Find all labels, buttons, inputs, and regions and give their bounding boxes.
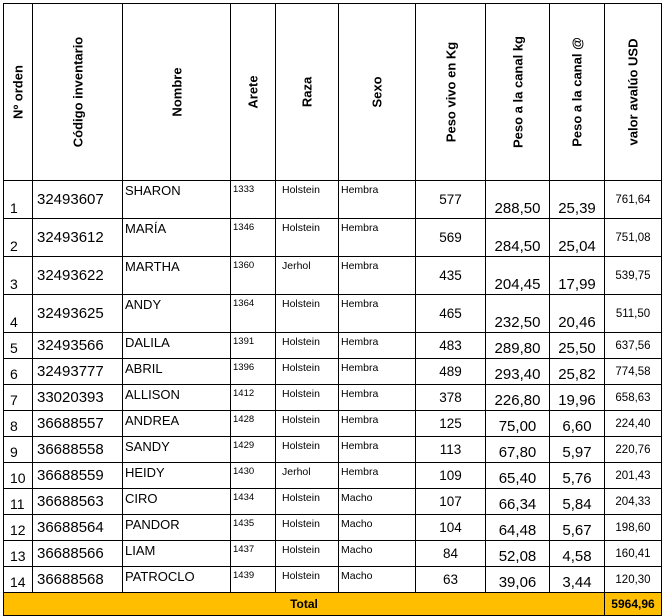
cell-nombre: ABRIL <box>123 359 231 385</box>
cell-raza: Holstein <box>276 541 339 567</box>
header-codigo-label: Código inventario <box>70 36 85 148</box>
cell-orden: 7 <box>4 385 33 411</box>
header-arete <box>231 4 276 181</box>
header-sexo-label: Sexo <box>369 76 385 108</box>
cell-sexo: Macho <box>339 541 416 567</box>
cell-peso-vivo: 569 <box>416 219 486 257</box>
table-row <box>4 541 662 567</box>
cell-orden: 4 <box>4 295 33 333</box>
cell-arete: 1333 <box>231 181 276 219</box>
cell-raza: Holstein <box>276 567 339 593</box>
cell-canal-kg: 39,06 <box>486 567 550 593</box>
cell-canal-kg: 204,45 <box>486 257 550 295</box>
cell-canal-arroba: 25,82 <box>550 359 605 385</box>
cell-valor: 637,56 <box>605 333 662 359</box>
cell-canal-arroba: 3,44 <box>550 567 605 593</box>
cell-canal-kg: 52,08 <box>486 541 550 567</box>
cell-orden: 10 <box>4 463 33 489</box>
cell-canal-arroba: 20,46 <box>550 295 605 333</box>
cell-canal-kg: 75,00 <box>486 411 550 437</box>
cell-raza: Holstein <box>276 219 339 257</box>
cell-peso-vivo: 113 <box>416 437 486 463</box>
cell-valor: 220,76 <box>605 437 662 463</box>
header-valor <box>605 4 662 181</box>
cell-raza: Holstein <box>276 385 339 411</box>
cell-codigo: 36688566 <box>33 541 123 567</box>
cell-orden: 6 <box>4 359 33 385</box>
cell-canal-kg: 226,80 <box>486 385 550 411</box>
header-nombre <box>123 4 231 181</box>
header-peso-vivo-label: Peso vivo en Kg <box>443 41 458 143</box>
cell-sexo: Hembra <box>339 219 416 257</box>
cell-orden: 5 <box>4 333 33 359</box>
livestock-valuation-table <box>3 3 662 616</box>
cell-peso-vivo: 465 <box>416 295 486 333</box>
cell-valor: 761,64 <box>605 181 662 219</box>
cell-orden: 2 <box>4 219 33 257</box>
cell-codigo: 32493607 <box>33 181 123 219</box>
table-row <box>4 515 662 541</box>
cell-nombre: ANDY <box>123 295 231 333</box>
cell-codigo: 32493612 <box>33 219 123 257</box>
table-row <box>4 385 662 411</box>
cell-codigo: 32493566 <box>33 333 123 359</box>
cell-canal-kg: 64,48 <box>486 515 550 541</box>
header-raza <box>276 4 339 181</box>
header-canal-arroba-label: Peso a la canal @ <box>569 37 585 147</box>
total-label: Total <box>4 593 605 616</box>
cell-arete: 1346 <box>231 219 276 257</box>
cell-sexo: Macho <box>339 489 416 515</box>
cell-codigo: 36688568 <box>33 567 123 593</box>
cell-raza: Holstein <box>276 437 339 463</box>
cell-raza: Holstein <box>276 515 339 541</box>
cell-canal-arroba: 25,04 <box>550 219 605 257</box>
cell-sexo: Hembra <box>339 411 416 437</box>
cell-valor: 120,30 <box>605 567 662 593</box>
cell-canal-kg: 232,50 <box>486 295 550 333</box>
table-row <box>4 489 662 515</box>
cell-canal-arroba: 25,50 <box>550 333 605 359</box>
cell-nombre: CIRO <box>123 489 231 515</box>
cell-canal-arroba: 6,60 <box>550 411 605 437</box>
header-codigo <box>33 4 123 181</box>
header-valor-label: valor avalúo USD <box>625 38 641 146</box>
cell-arete: 1396 <box>231 359 276 385</box>
cell-codigo: 36688558 <box>33 437 123 463</box>
cell-arete: 1434 <box>231 489 276 515</box>
cell-canal-kg: 293,40 <box>486 359 550 385</box>
cell-nombre: ALLISON <box>123 385 231 411</box>
header-canal-kg-label: Peso a la canal kg <box>510 35 525 149</box>
cell-sexo: Hembra <box>339 295 416 333</box>
cell-valor: 511,50 <box>605 295 662 333</box>
cell-codigo: 36688563 <box>33 489 123 515</box>
cell-peso-vivo: 577 <box>416 181 486 219</box>
cell-codigo: 32493625 <box>33 295 123 333</box>
cell-valor: 658,63 <box>605 385 662 411</box>
cell-orden: 8 <box>4 411 33 437</box>
cell-peso-vivo: 107 <box>416 489 486 515</box>
cell-valor: 204,33 <box>605 489 662 515</box>
cell-nombre: LIAM <box>123 541 231 567</box>
cell-arete: 1435 <box>231 515 276 541</box>
cell-canal-arroba: 25,39 <box>550 181 605 219</box>
cell-arete: 1430 <box>231 463 276 489</box>
cell-peso-vivo: 84 <box>416 541 486 567</box>
cell-arete: 1360 <box>231 257 276 295</box>
cell-arete: 1429 <box>231 437 276 463</box>
cell-valor: 198,60 <box>605 515 662 541</box>
header-sexo <box>339 4 416 181</box>
cell-sexo: Hembra <box>339 359 416 385</box>
cell-raza: Jerhol <box>276 463 339 489</box>
cell-codigo: 33020393 <box>33 385 123 411</box>
table-row <box>4 257 662 295</box>
cell-nombre: HEIDY <box>123 463 231 489</box>
cell-peso-vivo: 125 <box>416 411 486 437</box>
cell-nombre: PANDOR <box>123 515 231 541</box>
cell-canal-arroba: 17,99 <box>550 257 605 295</box>
cell-peso-vivo: 483 <box>416 333 486 359</box>
cell-sexo: Macho <box>339 515 416 541</box>
cell-valor: 774,58 <box>605 359 662 385</box>
cell-valor: 751,08 <box>605 219 662 257</box>
cell-peso-vivo: 63 <box>416 567 486 593</box>
cell-canal-arroba: 5,76 <box>550 463 605 489</box>
cell-nombre: PATROCLO <box>123 567 231 593</box>
cell-orden: 12 <box>4 515 33 541</box>
cell-sexo: Hembra <box>339 463 416 489</box>
cell-valor: 201,43 <box>605 463 662 489</box>
table-row <box>4 219 662 257</box>
cell-peso-vivo: 435 <box>416 257 486 295</box>
cell-canal-kg: 289,80 <box>486 333 550 359</box>
cell-raza: Holstein <box>276 359 339 385</box>
cell-orden: 11 <box>4 489 33 515</box>
cell-codigo: 32493622 <box>33 257 123 295</box>
cell-canal-kg: 288,50 <box>486 181 550 219</box>
header-row <box>4 4 662 181</box>
cell-raza: Holstein <box>276 411 339 437</box>
cell-arete: 1439 <box>231 567 276 593</box>
table-row <box>4 333 662 359</box>
header-canal-arroba <box>550 4 605 181</box>
cell-peso-vivo: 109 <box>416 463 486 489</box>
cell-canal-arroba: 5,97 <box>550 437 605 463</box>
cell-arete: 1412 <box>231 385 276 411</box>
cell-nombre: MARÍA <box>123 219 231 257</box>
total-row <box>4 593 662 616</box>
cell-raza: Holstein <box>276 333 339 359</box>
table-row <box>4 359 662 385</box>
cell-codigo: 36688557 <box>33 411 123 437</box>
cell-canal-arroba: 4,58 <box>550 541 605 567</box>
cell-canal-kg: 66,34 <box>486 489 550 515</box>
cell-valor: 539,75 <box>605 257 662 295</box>
cell-arete: 1391 <box>231 333 276 359</box>
cell-canal-kg: 65,40 <box>486 463 550 489</box>
cell-nombre: DALILA <box>123 333 231 359</box>
table-row <box>4 181 662 219</box>
cell-orden: 1 <box>4 181 33 219</box>
cell-raza: Holstein <box>276 489 339 515</box>
cell-arete: 1437 <box>231 541 276 567</box>
header-nombre-label: Nombre <box>169 67 184 117</box>
cell-orden: 14 <box>4 567 33 593</box>
cell-nombre: MARTHA <box>123 257 231 295</box>
cell-canal-kg: 284,50 <box>486 219 550 257</box>
cell-orden: 9 <box>4 437 33 463</box>
cell-canal-arroba: 5,67 <box>550 515 605 541</box>
cell-sexo: Hembra <box>339 257 416 295</box>
cell-codigo: 36688564 <box>33 515 123 541</box>
cell-sexo: Hembra <box>339 333 416 359</box>
cell-canal-arroba: 5,84 <box>550 489 605 515</box>
cell-canal-kg: 67,80 <box>486 437 550 463</box>
table-row <box>4 411 662 437</box>
cell-nombre: SANDY <box>123 437 231 463</box>
cell-nombre: ANDREA <box>123 411 231 437</box>
table-row <box>4 295 662 333</box>
cell-orden: 13 <box>4 541 33 567</box>
cell-raza: Jerhol <box>276 257 339 295</box>
cell-peso-vivo: 489 <box>416 359 486 385</box>
cell-valor: 224,40 <box>605 411 662 437</box>
header-canal-kg <box>486 4 550 181</box>
cell-codigo: 36688559 <box>33 463 123 489</box>
cell-peso-vivo: 378 <box>416 385 486 411</box>
header-orden <box>4 4 33 181</box>
cell-orden: 3 <box>4 257 33 295</box>
cell-codigo: 32493777 <box>33 359 123 385</box>
cell-sexo: Hembra <box>339 181 416 219</box>
cell-sexo: Macho <box>339 567 416 593</box>
cell-raza: Holstein <box>276 181 339 219</box>
cell-peso-vivo: 104 <box>416 515 486 541</box>
table-row <box>4 567 662 593</box>
table-row <box>4 463 662 489</box>
header-raza-label: Raza <box>299 76 315 108</box>
header-arete-label: Arete <box>245 75 261 109</box>
cell-valor: 160,41 <box>605 541 662 567</box>
header-orden-label: Nº orden <box>10 65 26 119</box>
table-row <box>4 437 662 463</box>
cell-sexo: Hembra <box>339 437 416 463</box>
header-peso-vivo <box>416 4 486 181</box>
cell-arete: 1428 <box>231 411 276 437</box>
cell-nombre: SHARON <box>123 181 231 219</box>
cell-canal-arroba: 19,96 <box>550 385 605 411</box>
cell-raza: Holstein <box>276 295 339 333</box>
total-value: 5964,96 <box>605 593 662 616</box>
cell-sexo: Hembra <box>339 385 416 411</box>
cell-arete: 1364 <box>231 295 276 333</box>
